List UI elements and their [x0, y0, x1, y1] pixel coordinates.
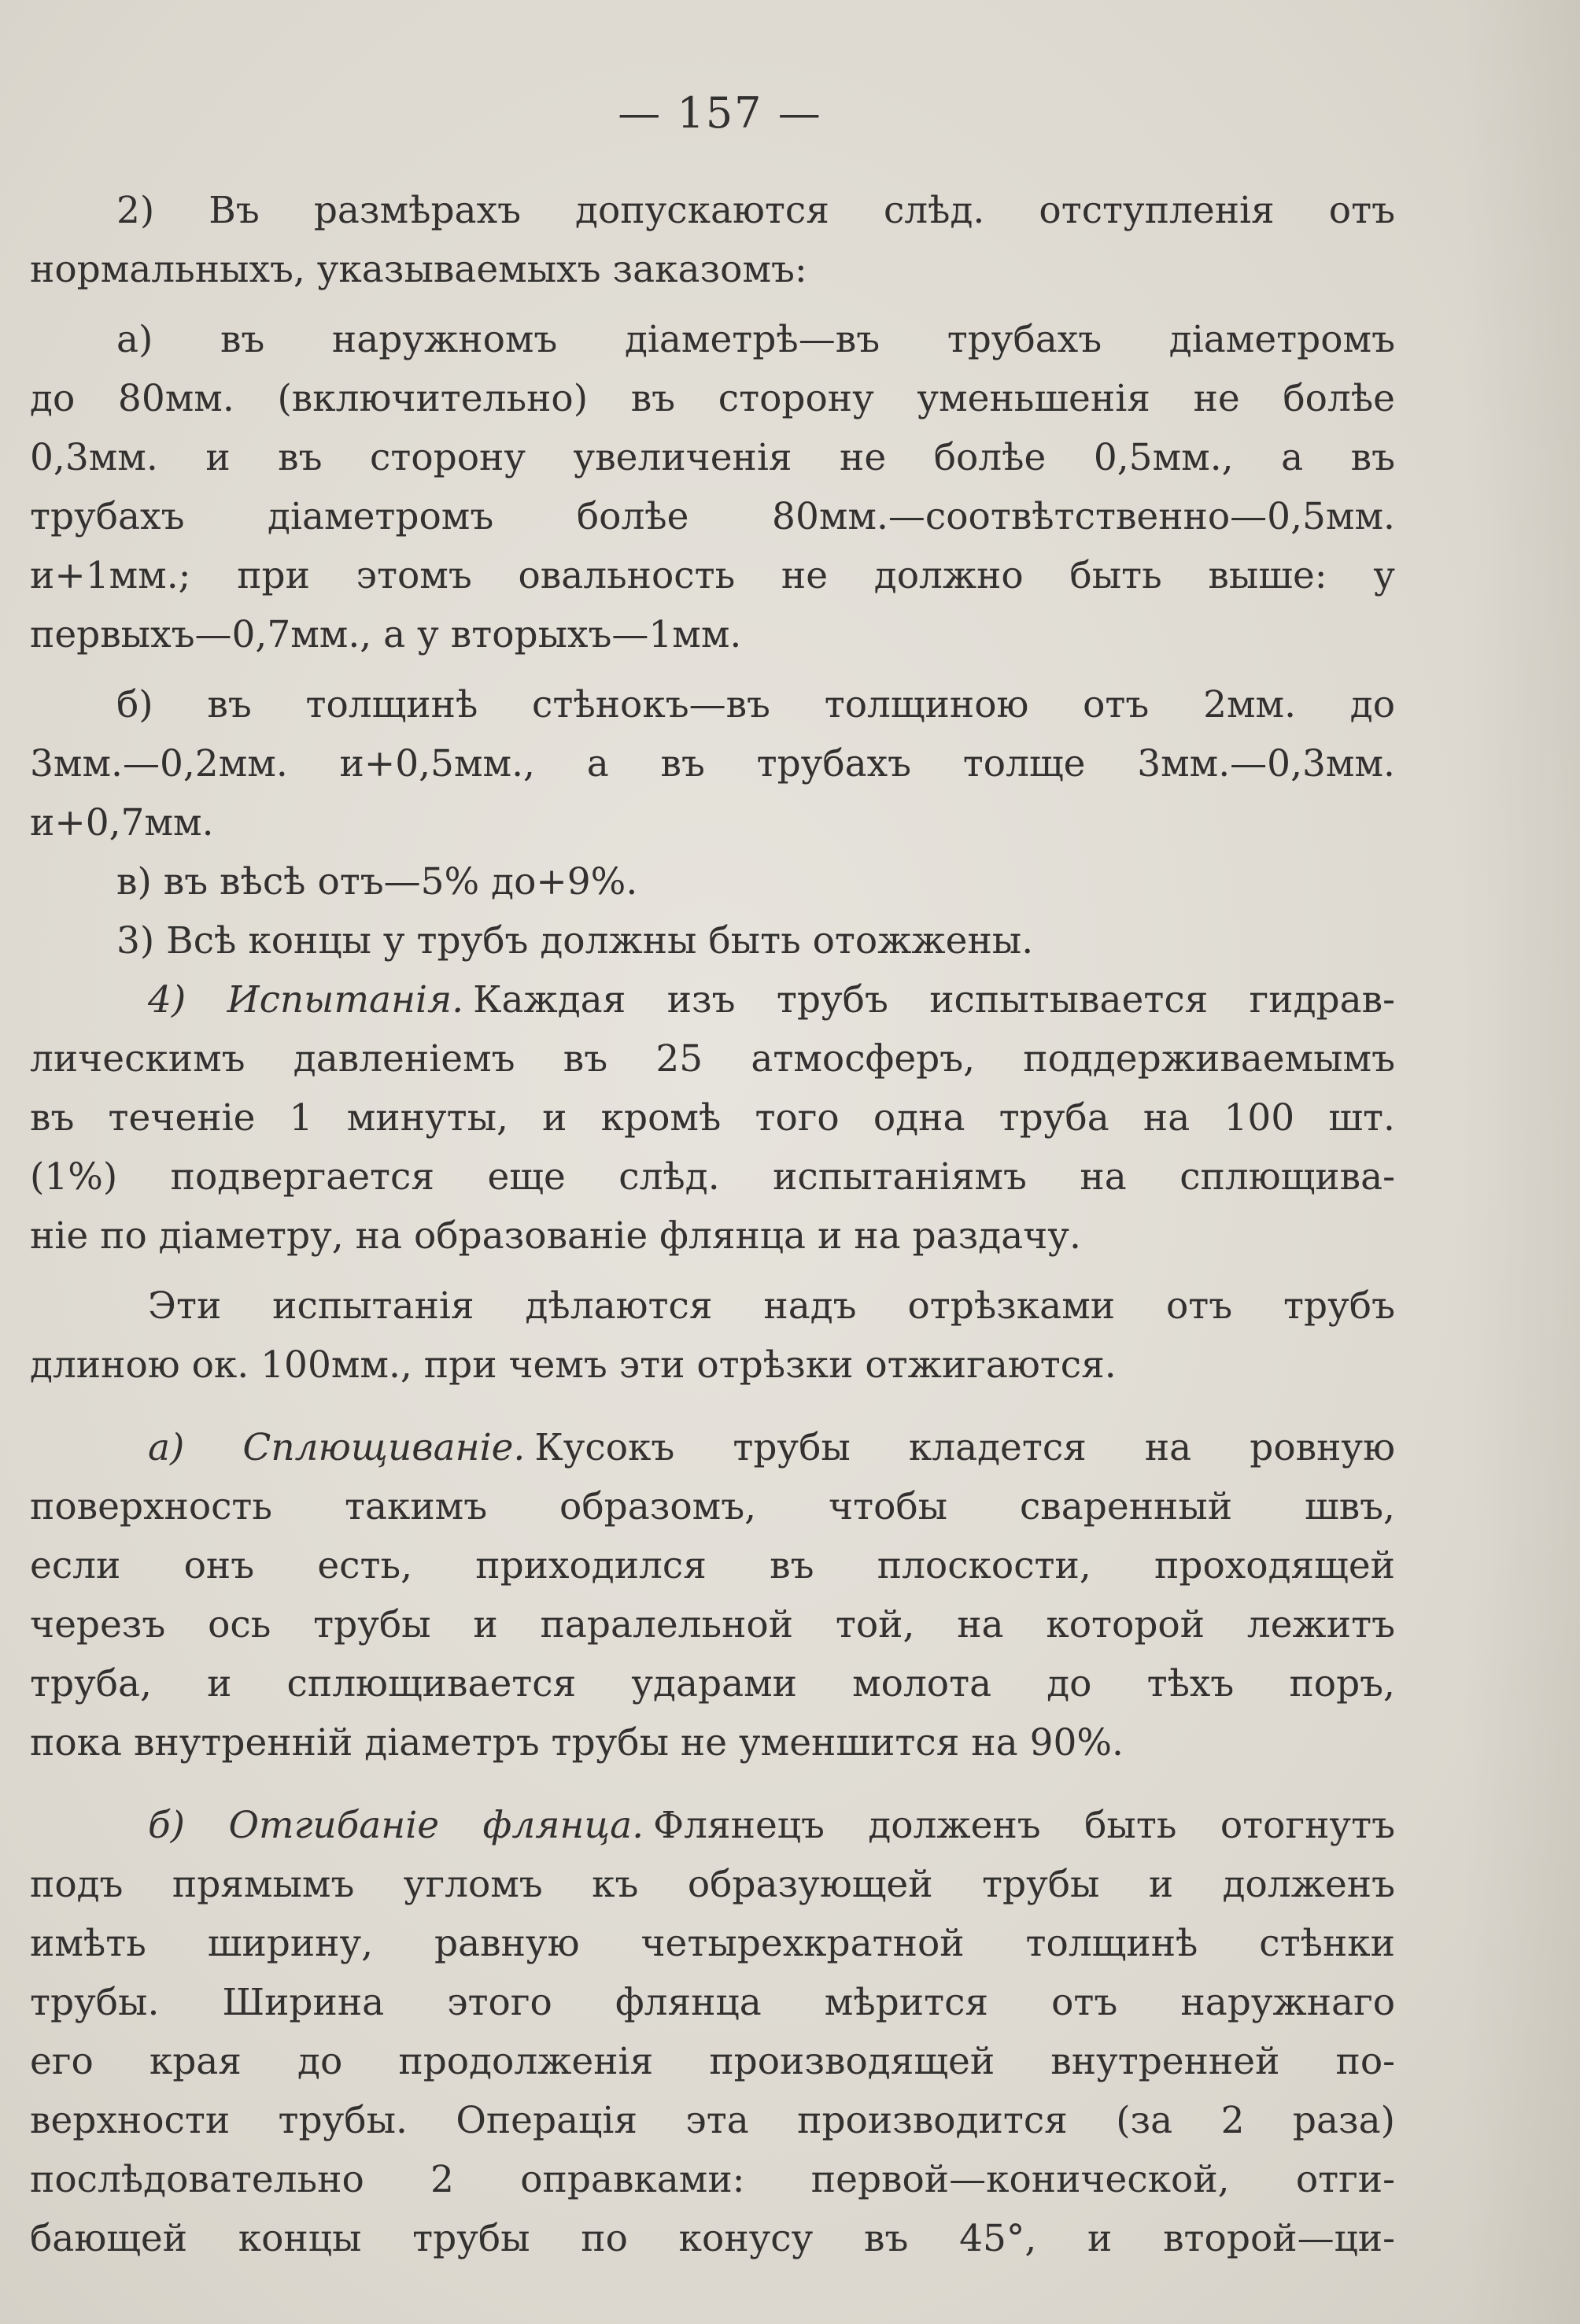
text-line: послѣдовательно 2 оправками: первой—конической, отги-	[30, 2158, 1395, 2201]
text-line: черезъ ось трубы и паралельной той, на которой лежитъ	[30, 1603, 1395, 1646]
text-line: и+1мм.; при этомъ овальность не должно быть выше: у	[30, 554, 1395, 597]
section-label: а) Сплющиваніе.	[148, 1426, 526, 1469]
text-line: б) въ толщинѣ стѣнокъ—въ толщиною отъ 2мм. до	[116, 683, 1395, 726]
text-line: до 80мм. (включительно) въ сторону уменьшенія не болѣе	[30, 377, 1395, 420]
text-line: нормальныхъ, указываемыхъ заказомъ:	[30, 248, 807, 291]
text-line: Эти испытанія дѣлаются надъ отрѣзками отъ трубъ	[148, 1284, 1395, 1328]
text-line: (1%) подвергается еще слѣд. испытаніямъ на сплющива-	[30, 1155, 1395, 1199]
text-line: верхности трубы. Операція эта производится (за 2 раза)	[30, 2099, 1395, 2142]
page-edge-shadow	[1462, 0, 1580, 2324]
text-line: 3) Всѣ концы у трубъ должны быть отожжены.	[116, 919, 1034, 962]
text-line: его края до продолженія производящей внутренней по-	[30, 2040, 1395, 2083]
text-line: пока внутренній діаметръ трубы не уменшится на 90%.	[30, 1721, 1124, 1764]
text-line: а) Сплющиваніе. Кусокъ трубы кладется на ровную	[148, 1426, 1395, 1469]
section-label: б) Отгибаніе флянца.	[148, 1804, 644, 1847]
body-text	[30, 181, 1395, 2268]
text-line: длиною ок. 100мм., при чемъ эти отрѣзки отжигаются.	[30, 1343, 1117, 1387]
text-line: 3мм.—0,2мм. и+0,5мм., а въ трубахъ толще 3мм.—0,3мм.	[30, 742, 1395, 785]
section-label: 4) Испытанія.	[148, 978, 464, 1022]
text-line: лическимъ давленіемъ въ 25 атмосферъ, поддерживаемымъ	[30, 1037, 1395, 1081]
text-line: и+0,7мм.	[30, 801, 214, 844]
text-line: б) Отгибаніе флянца. Флянецъ долженъ быть отогнутъ	[148, 1804, 1395, 1847]
text-line: имѣть ширину, равную четырехкратной толщинѣ стѣнки	[30, 1922, 1395, 1965]
text-line: 2) Въ размѣрахъ допускаются слѣд. отступленія отъ	[116, 189, 1395, 232]
text-line: труба, и сплющивается ударами молота до тѣхъ поръ,	[30, 1662, 1395, 1705]
text-line: подъ прямымъ угломъ къ образующей трубы и долженъ	[30, 1863, 1395, 1906]
text-line: первыхъ—0,7мм., а у вторыхъ—1мм.	[30, 613, 742, 656]
text-line: в) въ вѣсѣ отъ—5% до+9%.	[116, 860, 638, 903]
text-line: 0,3мм. и въ сторону увеличенія не болѣе 0,5мм., а въ	[30, 436, 1395, 479]
text-line: ніе по діаметру, на образованіе флянца и на раздачу.	[30, 1214, 1081, 1258]
text-line: 4) Испытанія. Каждая изъ трубъ испытывается гидрав-	[148, 978, 1395, 1022]
page-number: — 157 —	[618, 88, 822, 138]
text-line: трубы. Ширина этого флянца мѣрится отъ наружнаго	[30, 1981, 1395, 2024]
text-line: а) въ наружномъ діаметрѣ—въ трубахъ діаметромъ	[116, 318, 1395, 361]
text-line: если онъ есть, приходился въ плоскости, проходящей	[30, 1544, 1395, 1587]
text-line: поверхность такимъ образомъ, чтобы сваренный швъ,	[30, 1485, 1395, 1528]
text-line: трубахъ діаметромъ болѣе 80мм.—соотвѣтственно—0,5мм.	[30, 495, 1395, 538]
text-line: въ теченіе 1 минуты, и кромѣ того одна труба на 100 шт.	[30, 1096, 1395, 1140]
text-line: бающей концы трубы по конусу въ 45°, и второй—ци-	[30, 2217, 1395, 2260]
